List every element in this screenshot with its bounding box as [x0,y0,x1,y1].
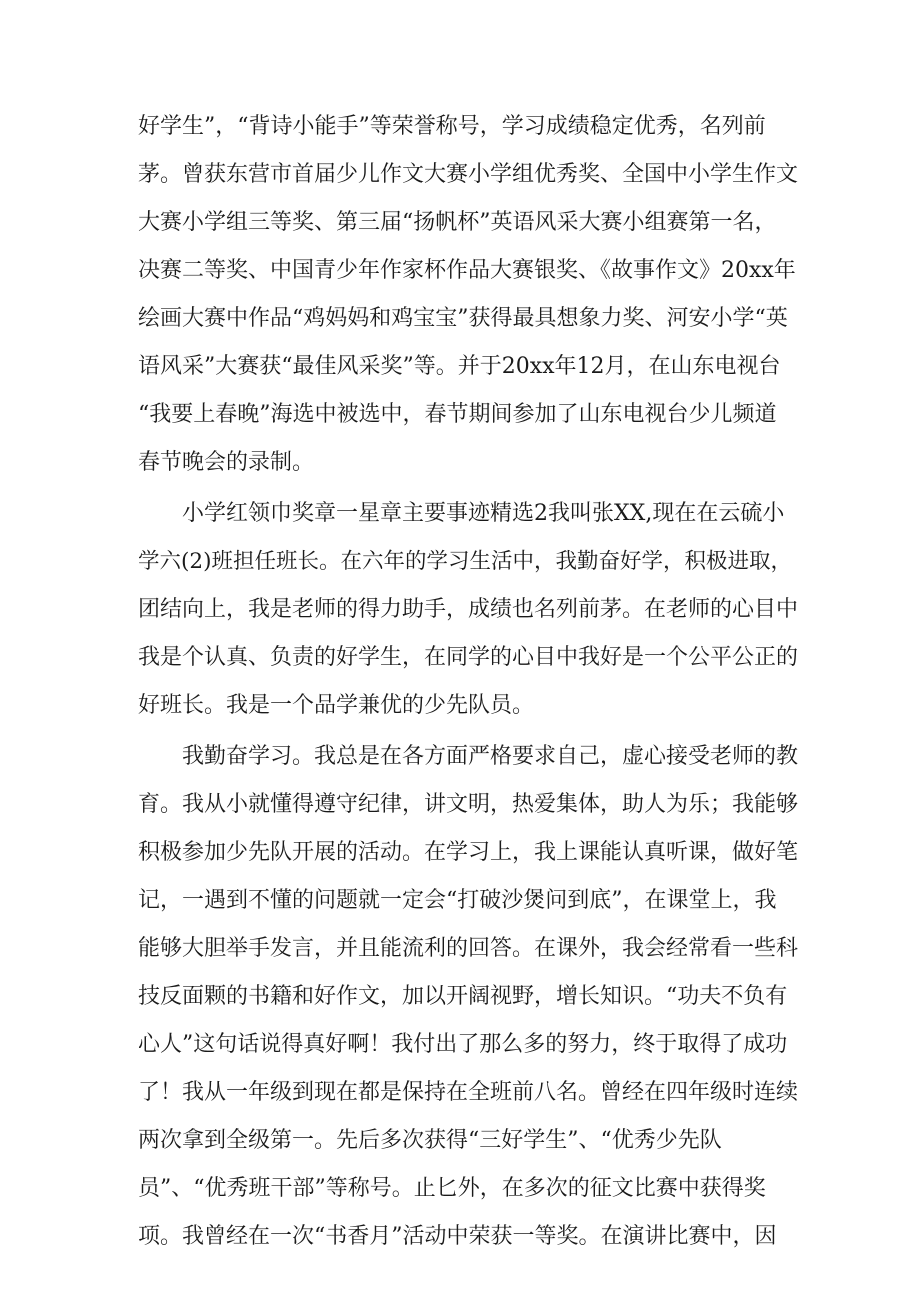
paragraph-3 [138,733,798,1261]
text-line: 了！我从一年级到现在都是保持在全班前八名。曾经在四年级时连续 [138,1080,799,1105]
text-line: 团结向上，我是老师的得力助手，成绩也名列前茅。在老师的心目中 [138,597,799,622]
text-line: 决赛二等奖、中国青少年作家杯作品大赛银奖、《故事作文》20xx年 [138,258,796,283]
paragraph-2 [138,490,798,730]
text-line: 技反面颗的书籍和好作文，加以开阔视野，增长知识。“功夫不负有 [138,984,788,1009]
text-line: 我是个认真、负责的好学生，在同学的心目中我好是一个公平公正的 [138,645,799,670]
text-line: 小学红领巾奖章一星章主要事迹精选2我叫张XX,现在在云硫小 [182,501,785,526]
text-line: 积极参加少先队开展的活动。在学习上，我上课能认真听课，做好笔 [138,840,799,865]
text-line: 大赛小学组三等奖、第三届“扬帆杯”英语风采大赛小组赛第一名， [138,210,777,235]
text-line: 能够大胆举手发言，并且能流利的回答。在课外，我会经常看一些科 [138,936,799,961]
text-line: 春节晚会的录制。 [138,450,315,475]
paragraph-1 [138,103,798,487]
text-line: 员”、“优秀班干部”等称号。止匕外，在多次的征文比赛中获得奖 [138,1176,766,1201]
text-line: 记，一遇到不懂的问题就一定会“打破沙煲问到底”，在课堂上，我 [138,888,777,913]
text-line: 绘画大赛中作品“鸡妈妈和鸡宝宝”获得最具想象力奖、河安小学“英 [138,306,788,331]
text-line: 心人”这句话说得真好啊！我付出了那么多的努力，终于取得了成功 [138,1032,788,1057]
text-line: 育。我从小就懂得遵守纪律，讲文明，热爱集体，助人为乐；我能够 [138,792,799,817]
document-body [138,103,798,1261]
text-line: 两次拿到全级第一。先后多次获得“三好学生”、“优秀少先队 [138,1128,722,1153]
text-line: 茅。曾获东营市首届少儿作文大赛小学组优秀奖、全国中小学生作文 [138,162,799,187]
text-line: 语风采”大赛获“最佳风采奖”等。并于20xx年12月，在山东电视台 [138,354,781,379]
text-line: 好班长。我是一个品学兼优的少先队员。 [138,693,535,718]
text-line: 学六(2)班担任班长。在六年的学习生活中，我勤奋好学，积极进取， [138,549,792,574]
text-line: 我勤奋学习。我总是在各方面严格要求自己，虚心接受老师的教 [182,744,799,769]
text-line: “我要上春晚”海选中被选中，春节期间参加了山东电视台少儿频道 [138,402,777,427]
text-line: 项。我曾经在一次“书香月”活动中荣获一等奖。在演讲比赛中，因 [138,1224,777,1249]
text-line: 好学生”，“背诗小能手”等荣誉称号，学习成绩稳定优秀，名列前 [138,114,766,139]
